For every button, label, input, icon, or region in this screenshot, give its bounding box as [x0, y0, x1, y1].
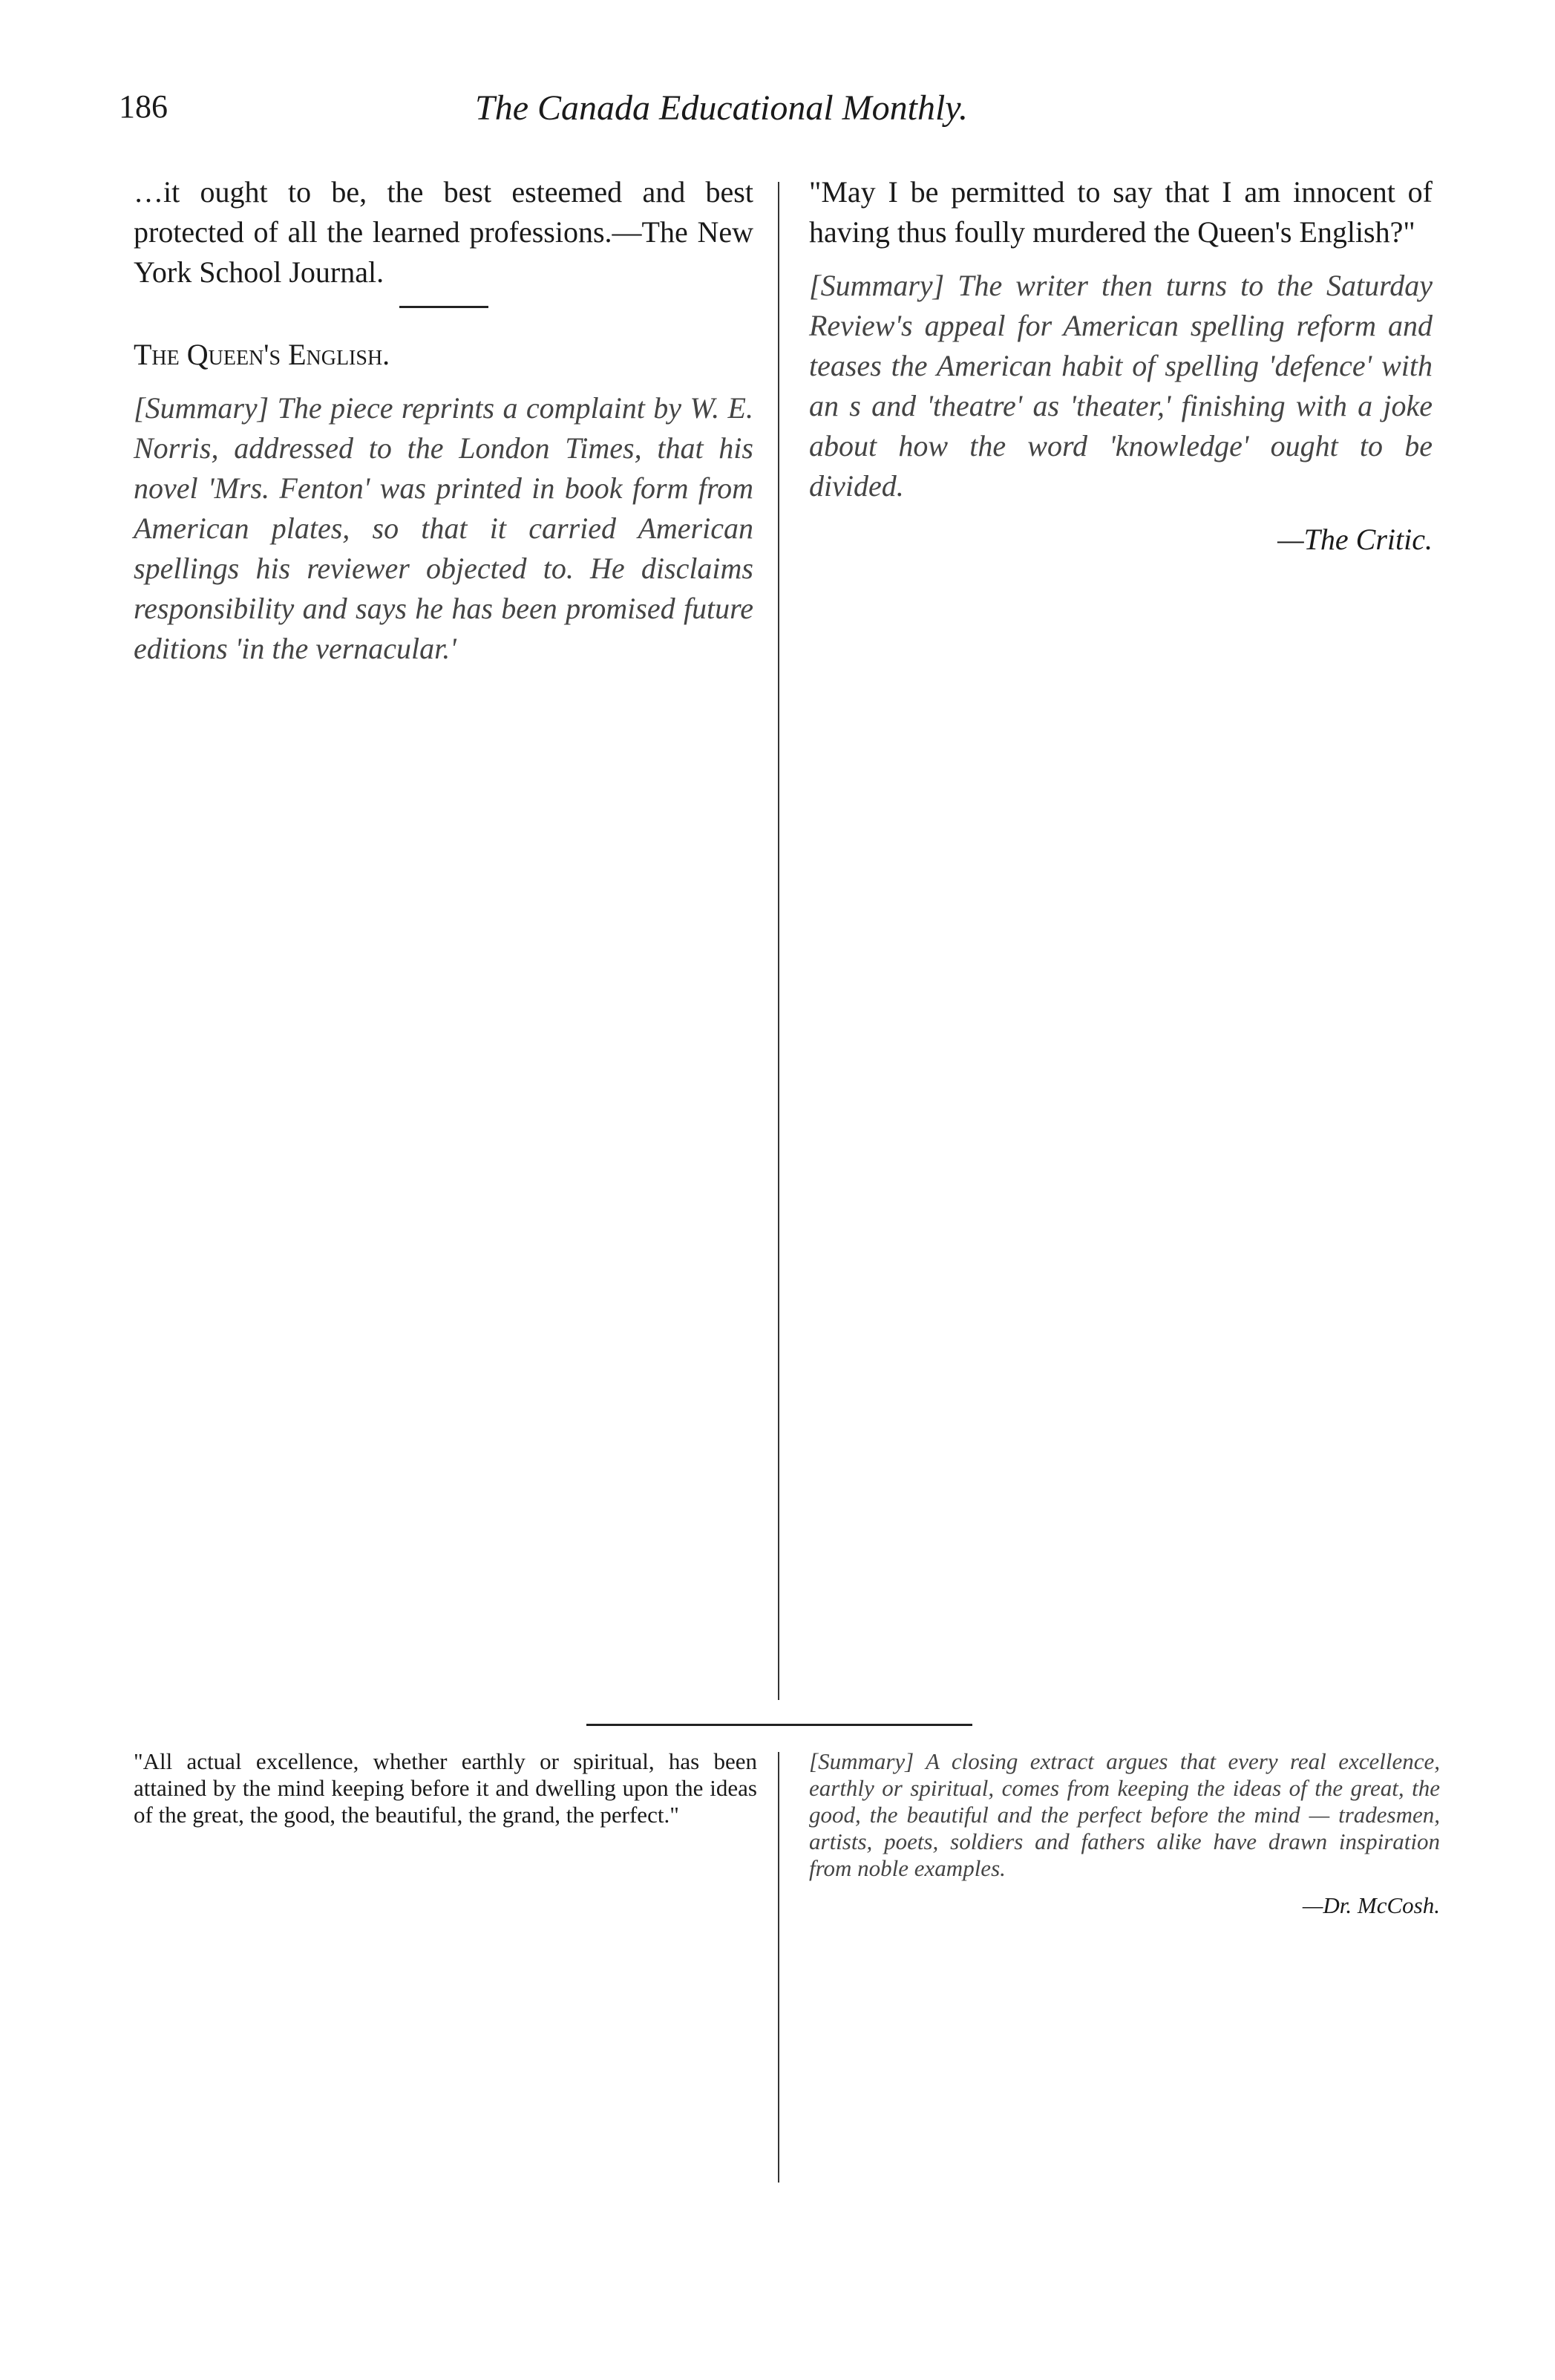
footnote-summary: [Summary] A closing extract argues that every real excellence, earthly or spiritual, comes from keeping the ideas of the great, the good, the beautiful and the perfect before the mind — tradesmen, artists, poets, soldiers and fathers alike have drawn inspiration from noble examples.: [809, 1748, 1440, 1881]
footnote-right-column: [809, 1748, 1440, 1929]
article-quote: "May I be permitted to say that I am innocent of having thus foully murdered the Queen's English?": [809, 175, 1433, 249]
article-summary: [Summary] The piece reprints a complaint by W. E. Norris, addressed to the London Times, that his novel 'Mrs. Fenton' was printed in book form from American plates, so that it carried American spellings his reviewer objected to. He disclaims responsibility and says he has been promised future editions 'in the vernacular.': [134, 391, 753, 665]
page-number: 186: [119, 88, 168, 125]
footnote-left-column: [134, 1748, 757, 1839]
footnote-quote: "All actual excellence, whether earthly or spiritual, has been attained by the mind keeping before it and dwelling upon the ideas of the great, the good, the beautiful, the grand, the perfect.": [134, 1748, 757, 1828]
article-title: The Queen's English.: [134, 338, 390, 371]
article-left-column: [134, 172, 753, 682]
footnote-rule: [586, 1724, 972, 1726]
previous-article-tail: …it ought to be, the best esteemed and best protected of all the learned professions.—The New York School Journal.: [134, 175, 753, 289]
article-right-column: [809, 172, 1433, 573]
footnote-credit: —Dr. McCosh.: [1302, 1892, 1440, 1918]
page-header: [119, 88, 1158, 140]
article-summary-2: [Summary] The writer then turns to the Saturday Review's appeal for American spelling reform and teases the American habit of spelling 'defence' with an s and 'theatre' as 'theater,' finishing with a joke about how the word 'knowledge' ought to be divided.: [809, 269, 1433, 503]
column-divider: [778, 182, 779, 1700]
footnote-column-divider: [778, 1752, 779, 2183]
article-credit: —The Critic.: [1277, 523, 1433, 556]
section-rule: [399, 306, 488, 308]
running-title: The Canada Educational Monthly.: [475, 88, 968, 128]
